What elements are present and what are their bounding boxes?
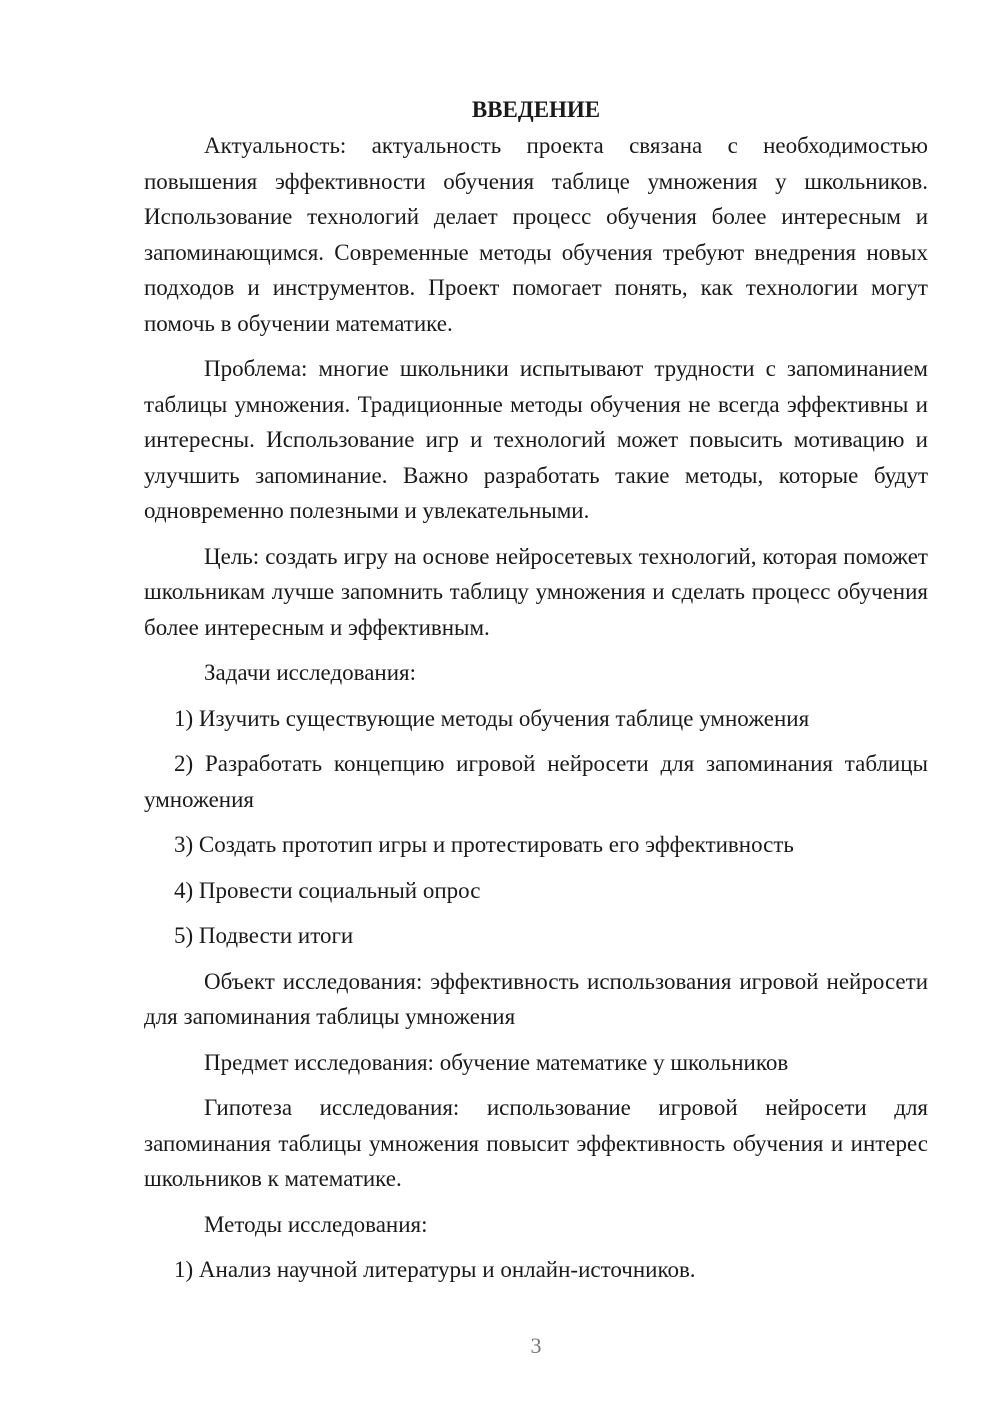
paragraph-goal: Цель: создать игру на основе нейросетевых технологий, которая поможет школьникам лучше запомнить таблицу умножения и сделать процесс обучения более интересным и эффективным. [144,543,928,640]
method-item: 1) Анализ научной литературы и онлайн-источников. [174,1257,696,1282]
tasks-heading: Задачи исследования: [204,660,417,685]
task-item: 2) Разработать концепцию игровой нейросети для запоминания таблицы умножения [144,751,928,812]
task-item: 3) Создать прототип игры и протестировать его эффективность [174,832,794,857]
task-item: 4) Провести социальный опрос [174,877,481,903]
task-item: 1) Изучить существующие методы обучения таблице умножения [174,705,810,731]
methods-heading: Методы исследования: [204,1211,428,1237]
paragraph-object: Объект исследования: эффективность использования игровой нейросети для запоминания таблицы умножения [144,968,928,1029]
paragraph-problem: Проблема: многие школьники испытывают трудности с запоминанием таблицы умножения. Традиционные методы обучения не всегда эффективны и интересны. Использование игр и технологий может повысить мотивацию и улучшить запоминание. Важно разработать такие методы, которые будут одновременно полезными и увлекательными. [144,356,928,523]
page-number: 3 [530,1333,542,1358]
document-body [144,92,928,1298]
paragraph-relevance: Актуальность: актуальность проекта связана с необходимостью повышения эффективности обучения таблице умножения у школьников. Использование технологий делает процесс обучения более интересным и запоминающимся. Современные методы обучения требуют внедрения новых подходов и инструментов. Проект помогает понять, как технологии могут помочь в обучении математике. [144,133,928,336]
paragraph-hypothesis: Гипотеза исследования: использование игровой нейросети для запоминания таблицы умножения повысит эффективность обучения и интерес школьников к математике. [144,1095,928,1191]
paragraph-subject: Предмет исследования: обучение математике у школьников [204,1049,789,1075]
task-item: 5) Подвести итоги [174,923,354,948]
page-title: ВВЕДЕНИЕ [471,97,601,122]
